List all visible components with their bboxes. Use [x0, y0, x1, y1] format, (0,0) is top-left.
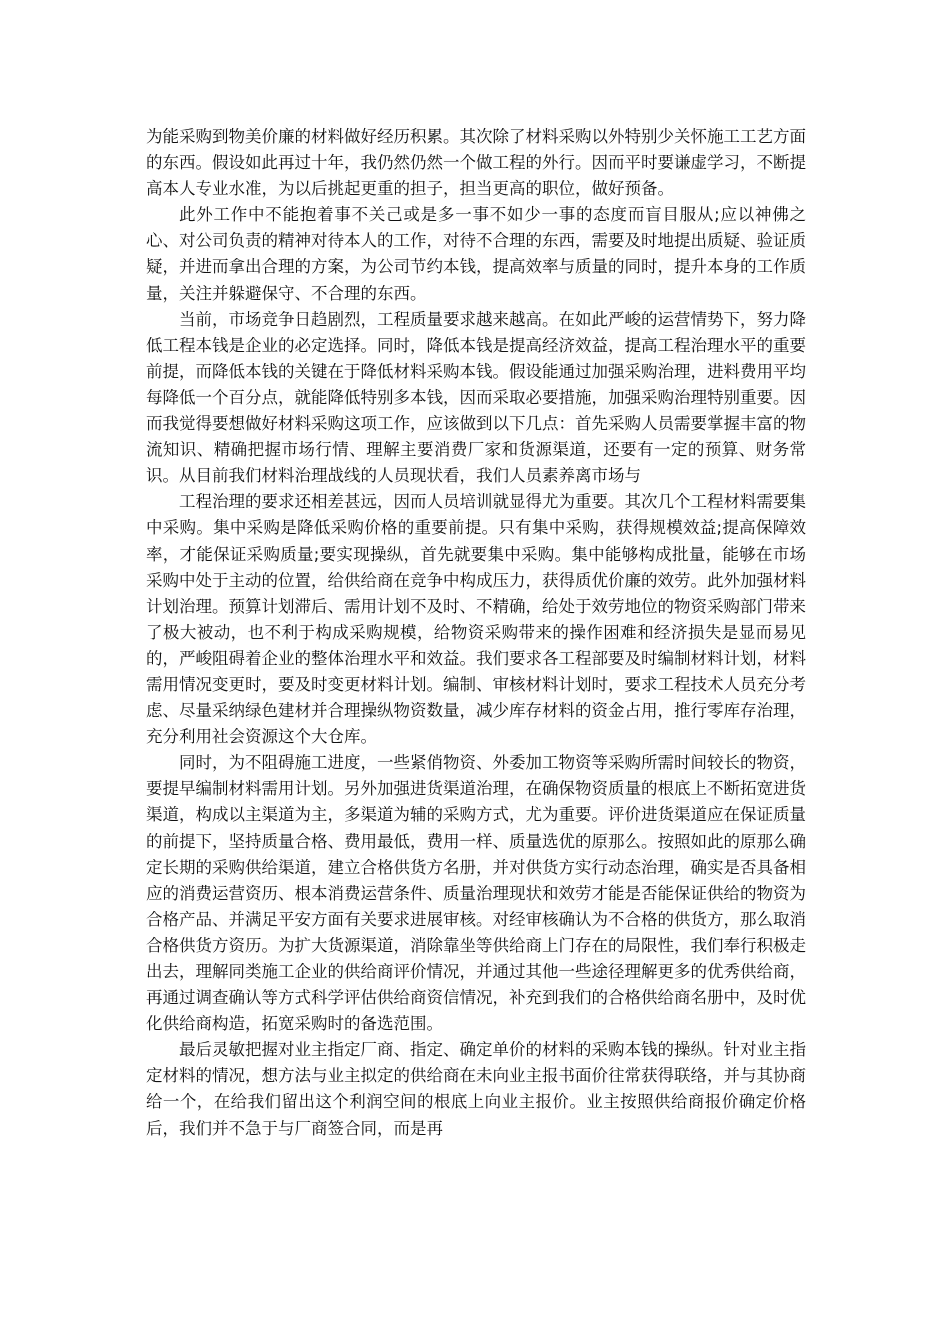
document-body [146, 124, 806, 1142]
paragraph-6: 最后灵敏把握对业主指定厂商、指定、确定单价的材料的采购本钱的操纵。针对业主指定材料的情况，想方法与业主拟定的供给商在未向业主报书面价往常获得联络，并与其协商给一个，在给我们留出这个利润空间的根底上向业主报价。业主按照供给商报价确定价格后，我们并不急于与厂商签合同，而是再 [146, 1040, 806, 1138]
paragraph-1: 为能采购到物美价廉的材料做好经历积累。其次除了材料采购以外特别少关怀施工工艺方面的东西。假设如此再过十年，我仍然仍然一个做工程的外行。因而平时要谦虚学习，不断提高本人专业水准，为以后挑起更重的担子，担当更高的职位，做好预备。 [146, 127, 806, 199]
paragraph-3: 当前，市场竞争日趋剧烈，工程质量要求越来越高。在如此严峻的运营情势下，努力降低工程本钱是企业的必定选择。同时，降低本钱是提高经济效益，提高工程治理水平的重要前提，而降低本钱的关键在于降低材料采购本钱。假设能通过加强采购治理，进料费用平均每降低一个百分点，就能降低特别多本钱，因而采取必要措施，加强采购治理特别重要。因而我觉得要想做好材料采购这项工作，应该做到以下几点：首先采购人员需要掌握丰富的物流知识、精确把握市场行情、理解主要消费厂家和货源渠道，还要有一定的预算、财务常识。从目前我们材料治理战线的人员现状看，我们人员素养离市场与 [146, 309, 806, 486]
paragraph-2: 此外工作中不能抱着事不关己或是多一事不如少一事的态度而盲目服从;应以神佛之心、对公司负责的精神对待本人的工作，对待不合理的东西，需要及时地提出质疑、验证质疑，并进而拿出合理的方案，为公司节约本钱，提高效率与质量的同时，提升本身的工作质量，关注并躲避保守、不合理的东西。 [146, 205, 806, 303]
paragraph-4: 工程治理的要求还相差甚远，因而人员培训就显得尤为重要。其次几个工程材料需要集中采购。集中采购是降低采购价格的重要前提。只有集中采购，获得规模效益;提高保障效率，才能保证采购质量;要实现操纵，首先就要集中采购。集中能够构成批量，能够在市场采购中处于主动的位置，给供给商在竞争中构成压力，获得质优价廉的效劳。此外加强材料计划治理。预算计划滞后、需用计划不及时、不精确，给处于效劳地位的物资采购部门带来了极大被动，也不利于构成采购规模，给物资采购带来的操作困难和经济损失是显而易见的，严峻阻碍着企业的整体治理水平和效益。我们要求各工程部要及时编制材料计划，材料需用情况变更时，要及时变更材料计划。编制、审核材料计划时，要求工程技术人员充分考虑、尽量采纳绿色建材并合理操纵物资数量，减少库存材料的资金占用，推行零库存治理，充分利用社会资源这个大仓库。 [146, 492, 806, 747]
paragraph-5: 同时，为不阻碍施工进度，一些紧俏物资、外委加工物资等采购所需时间较长的物资，要提早编制材料需用计划。另外加强进货渠道治理，在确保物资质量的根底上不断拓宽进货渠道，构成以主渠道为主，多渠道为辅的采购方式，尤为重要。评价进货渠道应在保证质量的前提下，坚持质量合格、费用最低，费用一样、质量选优的原那么。按照如此的原那么确定长期的采购供给渠道，建立合格供货方名册，并对供货方实行动态治理，确实是否具备相应的消费运营资历、根本消费运营条件、质量治理现状和效劳才能是否能保证供给的物资为合格产品、并满足平安方面有关要求进展审核。对经审核确认为不合格的供货方，那么取消合格供货方资历。为扩大货源渠道，消除靠坐等供给商上门存在的局限性，我们奉行积极走出去，理解同类施工企业的供给商评价情况，并通过其他一些途径理解更多的优秀供给商，再通过调查确认等方式科学评估供给商资信情况，补充到我们的合格供给商名册中，及时优化供给商构造，拓宽采购时的备选范围。 [146, 753, 806, 1034]
